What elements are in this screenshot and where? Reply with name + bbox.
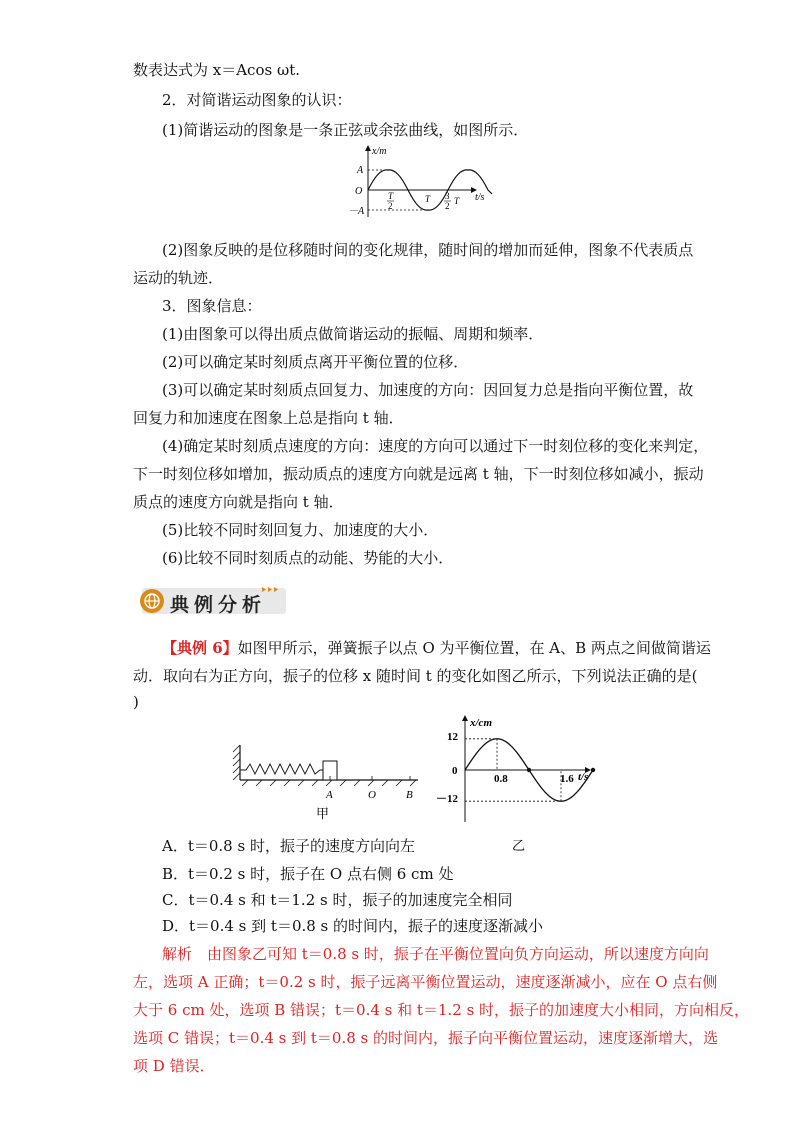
analysis-line-2: 左，选项 A 正确；t＝0.2 s 时，振子远离平衡位置运动，速度逐渐减小，应在 O 点右侧 bbox=[133, 973, 718, 991]
option-A: A．t＝0.8 s 时，振子的速度方向向左 bbox=[162, 837, 415, 855]
displacement-time-chart bbox=[430, 710, 605, 855]
analysis-line-1: 解析 由图象乙可知 t＝0.8 s 时，振子在平衡位置向负方向运动，所以速度方向向 bbox=[162, 945, 709, 963]
sine-graph-figure bbox=[348, 142, 508, 222]
example-question-line-2: 动．取向右为正方向，振子的位移 x 随时间 t 的变化如图乙所示，下列说法正确的是( bbox=[133, 667, 698, 685]
chart-x-label: t/s bbox=[578, 771, 589, 783]
tick-half-den: 2 bbox=[388, 201, 393, 211]
origin-label: O bbox=[355, 186, 363, 197]
section-2-point-1: (1)简谐运动的图象是一条正弦或余弦曲线，如图所示． bbox=[162, 121, 529, 139]
data-point bbox=[591, 768, 595, 772]
banner-title: 典例分析 bbox=[170, 594, 267, 616]
x-axis-label: t/s bbox=[475, 192, 485, 203]
point-B-label: B bbox=[406, 789, 413, 801]
section-3-point-3b: 回复力和加速度在图象上总是指向 t 轴． bbox=[133, 409, 404, 427]
amp-pos-label: A bbox=[357, 165, 364, 176]
xtick-label-1.6: 1.6 bbox=[560, 773, 574, 785]
y-axis-label: x/m bbox=[372, 146, 387, 157]
example-banner bbox=[136, 584, 288, 616]
spring bbox=[240, 764, 323, 774]
analysis-line-4: 选项 C 错误；t＝0.4 s 到 t＝0.8 s 的时间内，振子向平衡位置运动，速度逐渐增大，选 bbox=[133, 1029, 719, 1047]
tick-32-T: T bbox=[454, 196, 460, 206]
section-2-point-2b: 运动的轨迹． bbox=[133, 269, 224, 287]
ytick-label-0: 0 bbox=[452, 765, 458, 777]
ytick-label-12: 12 bbox=[447, 731, 458, 743]
intro-line: 数表达式为 x＝Acos ωt. bbox=[133, 61, 300, 79]
section-3-point-4a: (4)确定某时刻质点速度的方向：速度的方向可以通过下一时刻位移的变化来判定， bbox=[162, 437, 709, 455]
section-2-heading: 2．对简谐运动图象的认识： bbox=[162, 91, 352, 109]
example-question-line-3: ) bbox=[133, 693, 139, 711]
example-question-text-1: 如图甲所示，弹簧振子以点 O 为平衡位置，在 A、B 两点之间做简谐运 bbox=[237, 639, 711, 657]
section-3-point-3a: (3)可以确定某时刻质点回复力、加速度的方向：因回复力总是指向平衡位置，故 bbox=[162, 381, 694, 399]
option-B: B．t＝0.2 s 时，振子在 O 点右侧 6 cm 处 bbox=[162, 865, 454, 883]
xtick-label-0.8: 0.8 bbox=[494, 773, 508, 785]
section-3-point-1: (1)由图象可以得出质点做简谐运动的振幅、周期和频率． bbox=[162, 325, 544, 343]
section-3-point-4c: 质点的速度方向就是指向 t 轴． bbox=[133, 493, 344, 511]
section-3-heading: 3．图象信息： bbox=[162, 297, 262, 315]
tick-32-num: 3 bbox=[445, 191, 450, 201]
tick-32-den: 2 bbox=[445, 201, 450, 211]
point-A-label: A bbox=[326, 789, 333, 801]
amp-neg-label: －A bbox=[348, 206, 365, 217]
example-tag: 【典例 6】 bbox=[162, 639, 238, 657]
chart-y-label: x/cm bbox=[470, 717, 492, 729]
tick-half-num: T bbox=[388, 191, 394, 201]
section-2-point-2a: (2)图象反映的是位移随时间的变化规律，随时间的增加而延伸，图象不代表质点 bbox=[162, 241, 694, 259]
caption-yi: 乙 bbox=[512, 838, 526, 853]
analysis-line-3: 大于 6 cm 处，选项 B 错误；t＝0.4 s 和 t＝1.2 s 时，振子的加速度大小相同，方向相反， bbox=[133, 1001, 750, 1019]
section-3-point-2: (2)可以确定某时刻质点离开平衡位置的位移． bbox=[162, 353, 469, 371]
section-3-point-6: (6)比较不同时刻质点的动能、势能的大小． bbox=[162, 549, 454, 567]
section-3-point-4b: 下一时刻位移如增加，振动质点的速度方向就是远离 t 轴，下一时刻位移如减小，振动 bbox=[133, 465, 704, 483]
option-D: D．t＝0.4 s 到 t＝0.8 s 的时间内，振子的速度逐渐减小 bbox=[162, 917, 544, 935]
tick-T: T bbox=[425, 194, 431, 204]
data-point bbox=[527, 768, 531, 772]
caption-jia: 甲 bbox=[316, 806, 330, 821]
point-O-label: O bbox=[368, 789, 376, 801]
spring-oscillator-figure bbox=[228, 740, 428, 822]
section-3-point-5: (5)比较不同时刻回复力、加速度的大小． bbox=[162, 521, 439, 539]
analysis-line-5: 项 D 错误． bbox=[133, 1057, 215, 1075]
example-question-line-1 bbox=[162, 638, 711, 658]
ytick-label-neg12: －12 bbox=[436, 793, 458, 805]
option-C: C．t＝0.4 s 和 t＝1.2 s 时，振子的加速度完全相同 bbox=[162, 891, 513, 909]
